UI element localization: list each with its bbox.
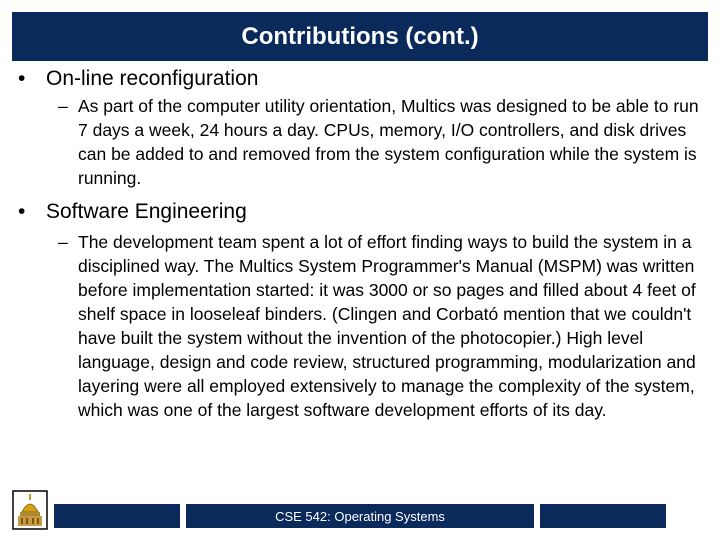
sub-bullet-item [58, 230, 708, 422]
golden-dome-icon [12, 490, 48, 530]
bullet-mark: • [18, 67, 26, 90]
sub-bullet-mark: – [58, 232, 68, 252]
footer-course: CSE 542: Operating Systems [275, 508, 445, 524]
slide-content [18, 66, 708, 422]
sub-bullet-text: As part of the computer utility orientation, Multics was designed to be able to run 7 days a week, 24 hours a day. CPUs, memory, I/O controllers, and disk drives can be added to and removed from the system configuration while the system is running. [78, 96, 699, 188]
bullet-mark: • [18, 200, 26, 223]
bullet-item [18, 66, 708, 91]
sub-bullet-text: The development team spent a lot of effort finding ways to build the system in a disciplined way. The Multics System Programmer's Manual (MSPM) was written before implementation started: it was 3000 or so pages and filled about 4 feet of shelf space in looseleaf binders. (Clingen and Corbató mention that we couldn't have built the system without the invention of the photocopier.) High level language, design and code review, structured programming, modularization and layering were all employed extensively to manage the complexity of the system, which was one of the largest software development efforts of its day. [78, 232, 696, 420]
bullet-item [18, 199, 708, 224]
footer-course-bar [186, 504, 534, 528]
bullet-text: Software Engineering [46, 200, 247, 223]
footer-bar-right [540, 504, 666, 528]
title-bar [12, 12, 708, 61]
sub-bullet-item [58, 94, 708, 190]
bullet-text: On-line reconfiguration [46, 67, 259, 90]
footer-bar-left [54, 504, 180, 528]
page-title: Contributions (cont.) [241, 22, 479, 50]
sub-bullet-mark: – [58, 96, 68, 116]
